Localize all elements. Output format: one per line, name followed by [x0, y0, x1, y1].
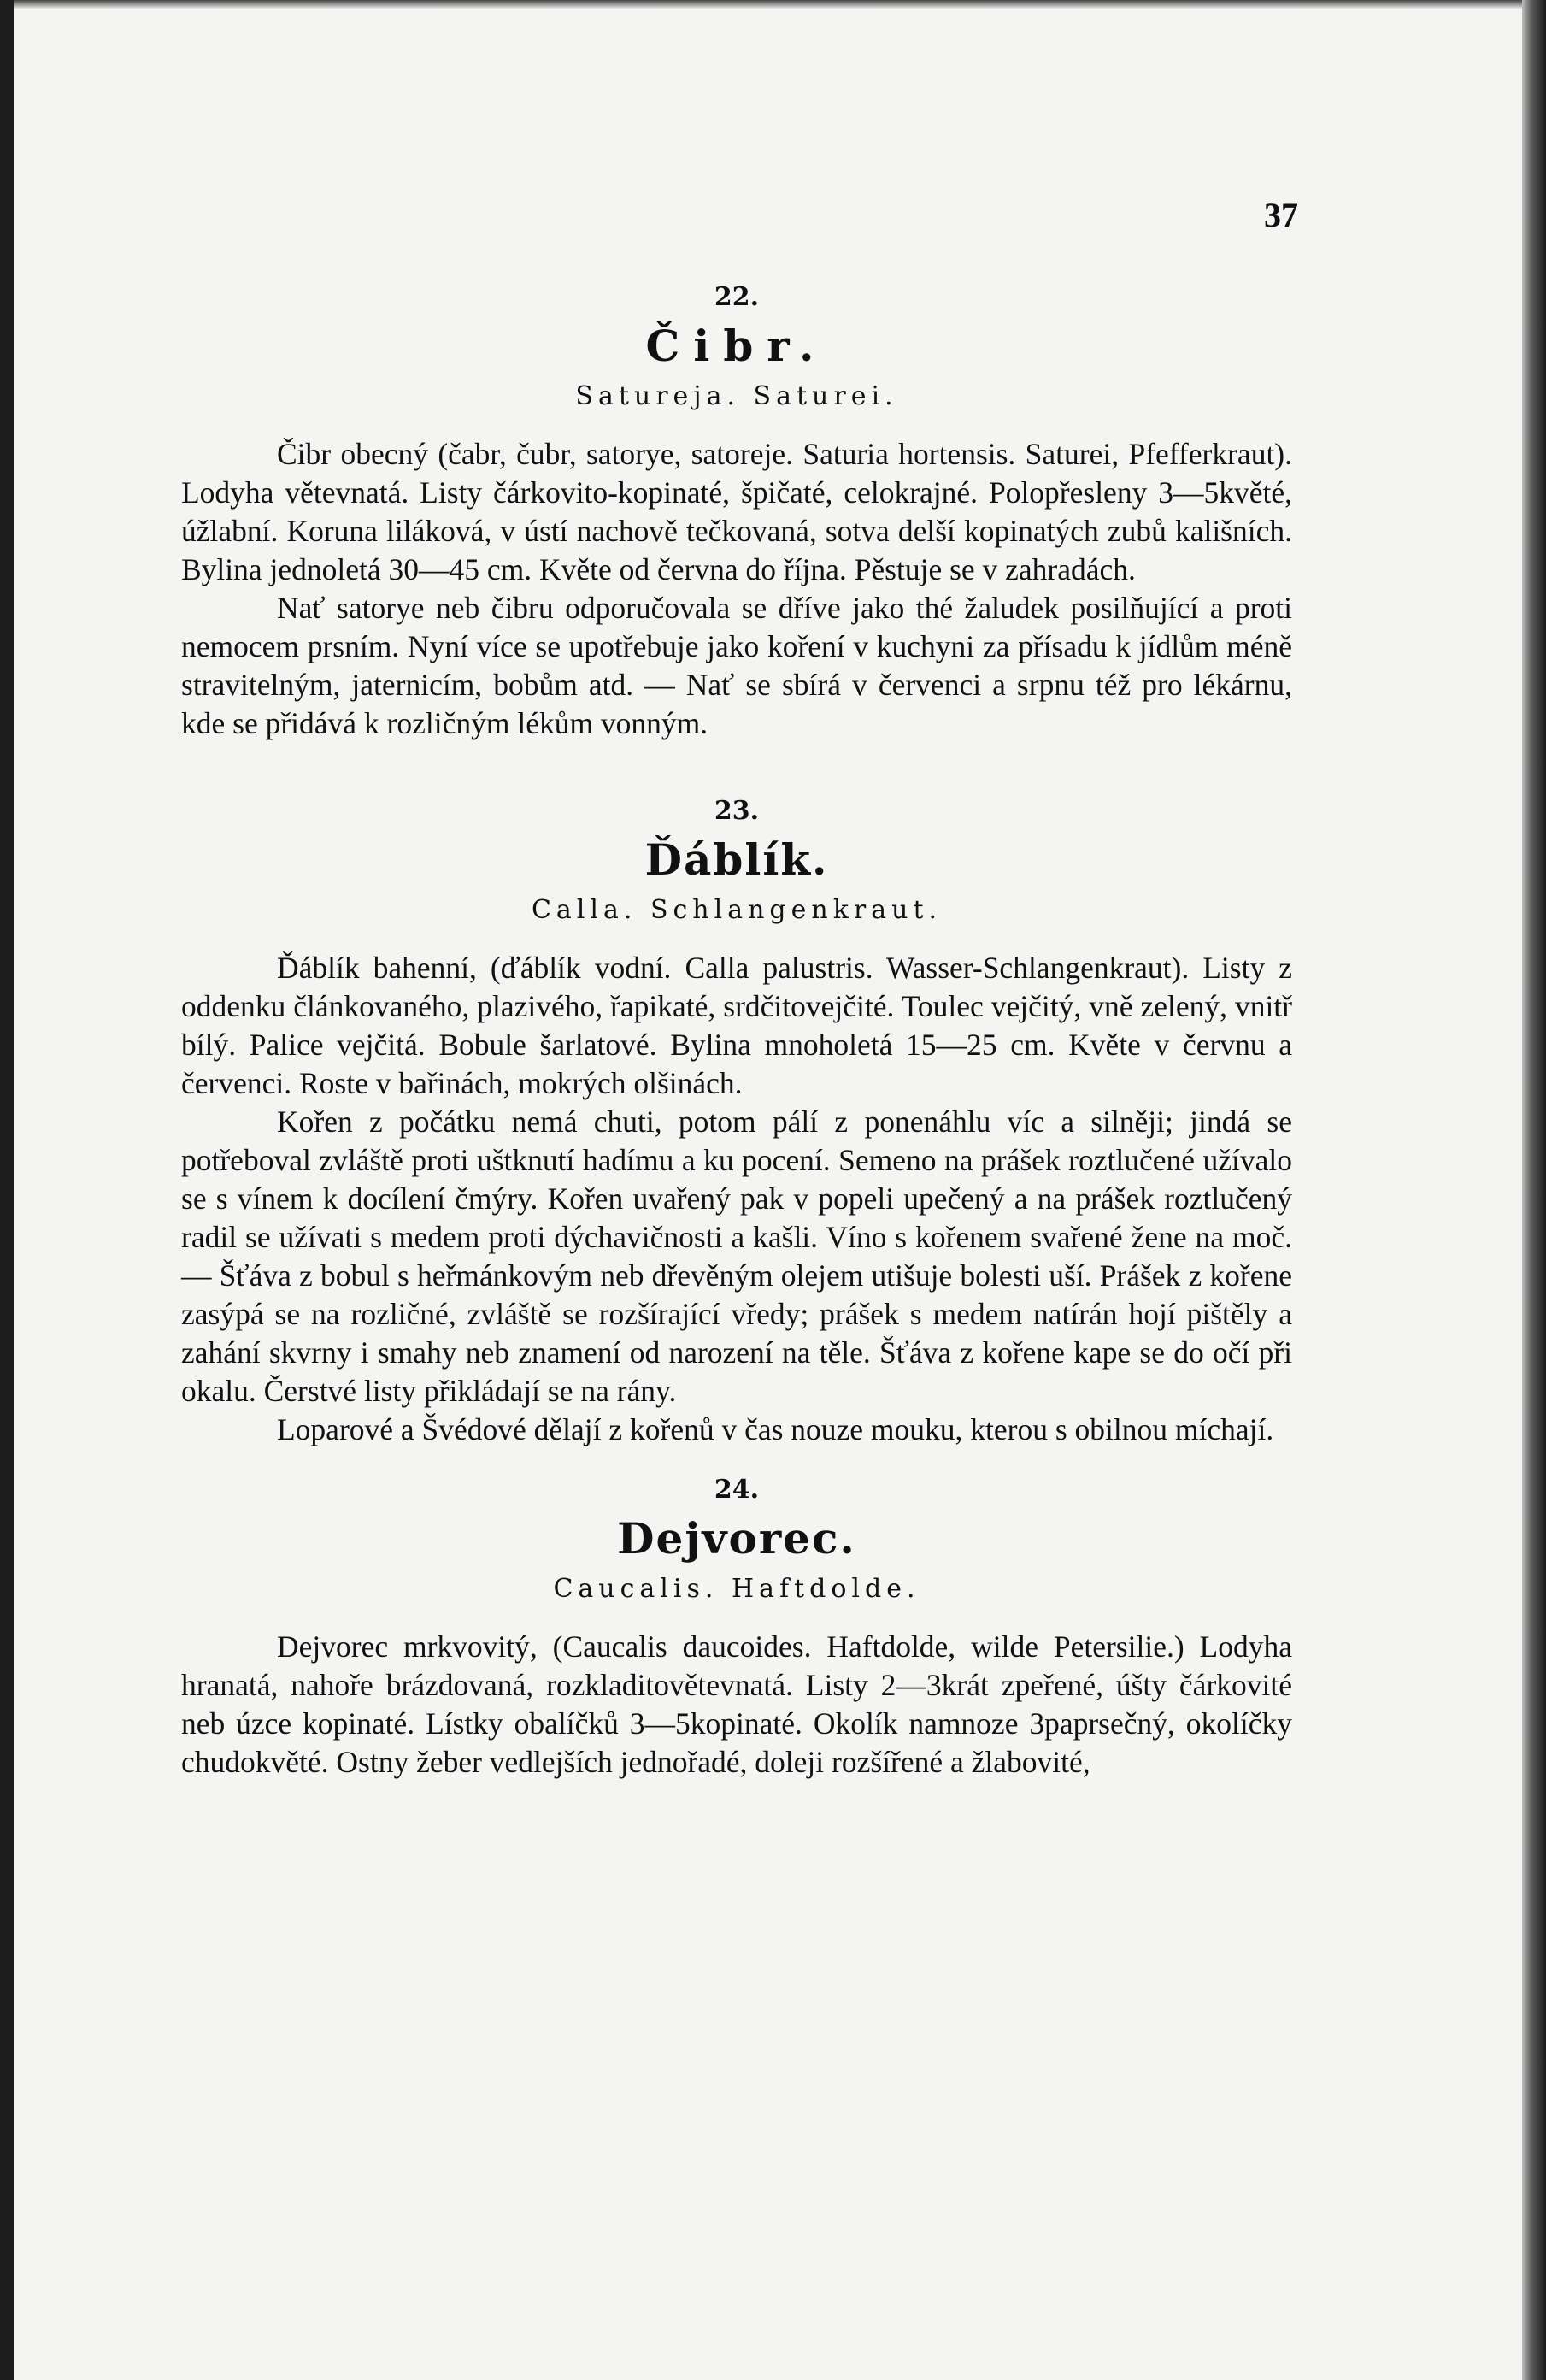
page-left-edge	[0, 0, 14, 2380]
section-number: 23.	[714, 796, 760, 826]
page-content	[181, 282, 1292, 1782]
page-number: 37	[1264, 196, 1298, 234]
paragraph: Nať satorye neb čibru odporučovala se dříve jako thé žaludek posilňující a proti nemocem prsním. Nyní více se upotřebuje jako koření v kuchyni za přísadu k jídlům méně stravitelným, jaternicím, bobům atd. — Nať se sbírá v červenci a srpnu též pro lékárnu, kde se přidává k rozličným lékům vonným.	[181, 591, 1292, 740]
section-dablik	[181, 796, 1292, 1449]
section-number: 24.	[714, 1475, 760, 1505]
section-title: Čibr.	[645, 321, 828, 371]
section-cibr	[181, 282, 1292, 743]
section-latin-name: Satureja. Saturei.	[575, 381, 898, 411]
section-dejvorec	[181, 1475, 1292, 1782]
page-top-edge	[0, 0, 1546, 9]
page-right-edge	[1522, 0, 1546, 2380]
paragraph: Kořen z počátku nemá chuti, potom pálí z ponenáhlu víc a silněji; jindá se potřeboval zvláště proti uštknutí hadímu a ku pocení. Semeno na prášek roztlučené užívalo se s vínem k docílení čmýry. Kořen uvařený pak v popeli upečený a na prášek roztlučený radil se užívati s medem proti dýchavičnosti a kašli. Víno s kořenem svařené žene na moč. — Šťáva z bobul s heřmánkovým neb dřevěným olejem utišuje bolesti uší. Prášek z kořene zasýpá se na rozličné, zvláště se rozšírající vředy; prášek s medem natírán hojí pištěly a zahání skvrny i smahy neb znamení od narození na těle. Šťáva z kořene kape se do očí při okalu. Čerstvé listy přikládají se na rány.	[181, 1105, 1292, 1408]
section-latin-name: Calla. Schlangenkraut.	[531, 895, 943, 925]
section-latin-name: Caucalis. Haftdolde.	[553, 1574, 920, 1604]
paragraph: Čibr obecný (čabr, čubr, satorye, satoreje. Saturia hortensis. Saturei, Pfefferkraut). Lodyha větevnatá. Listy čárkovito-kopinaté, špičaté, celokrajné. Polopřesleny 3—5květé, úžlabní. Koruna liláková, v ústí nachově tečkovaná, sotva delší kopinatých zubů kališních. Bylina jednoletá 30—45 cm. Květe od června do října. Pěstuje se v zahradách.	[181, 437, 1292, 586]
section-title: Dejvorec.	[617, 1513, 856, 1564]
paragraph: Dejvorec mrkvovitý, (Caucalis daucoides. Haftdolde, wilde Petersilie.) Lodyha hranatá, nahoře brázdovaná, rozkladitovětevnatá. Listy 2—3krát zpeřené, úšty čárkovité neb úzce kopinaté. Lístky obalíčků 3—5kopinaté. Okolík namnoze 3paprsečný, okolíčky chudokvěté. Ostny žeber vedlejších jednořadé, doleji rozšířené a žlabovité,	[181, 1629, 1292, 1779]
section-number: 22.	[714, 282, 760, 312]
section-title: Ďáblík.	[644, 834, 829, 885]
paragraph: Ďáblík bahenní, (ďáblík vodní. Calla palustris. Wasser-Schlangenkraut). Listy z oddenku článkovaného, plazivého, řapikaté, srdčitovejčité. Toulec vejčitý, vně zelený, vnitř bílý. Palice vejčitá. Bobule šarlatové. Bylina mnoholetá 15—25 cm. Květe v červnu a červenci. Roste v bařinách, mokrých olšinách.	[181, 951, 1292, 1100]
paragraph: Loparové a Švédové dělají z kořenů v čas nouze mouku, kterou s obilnou míchají.	[277, 1412, 1274, 1446]
